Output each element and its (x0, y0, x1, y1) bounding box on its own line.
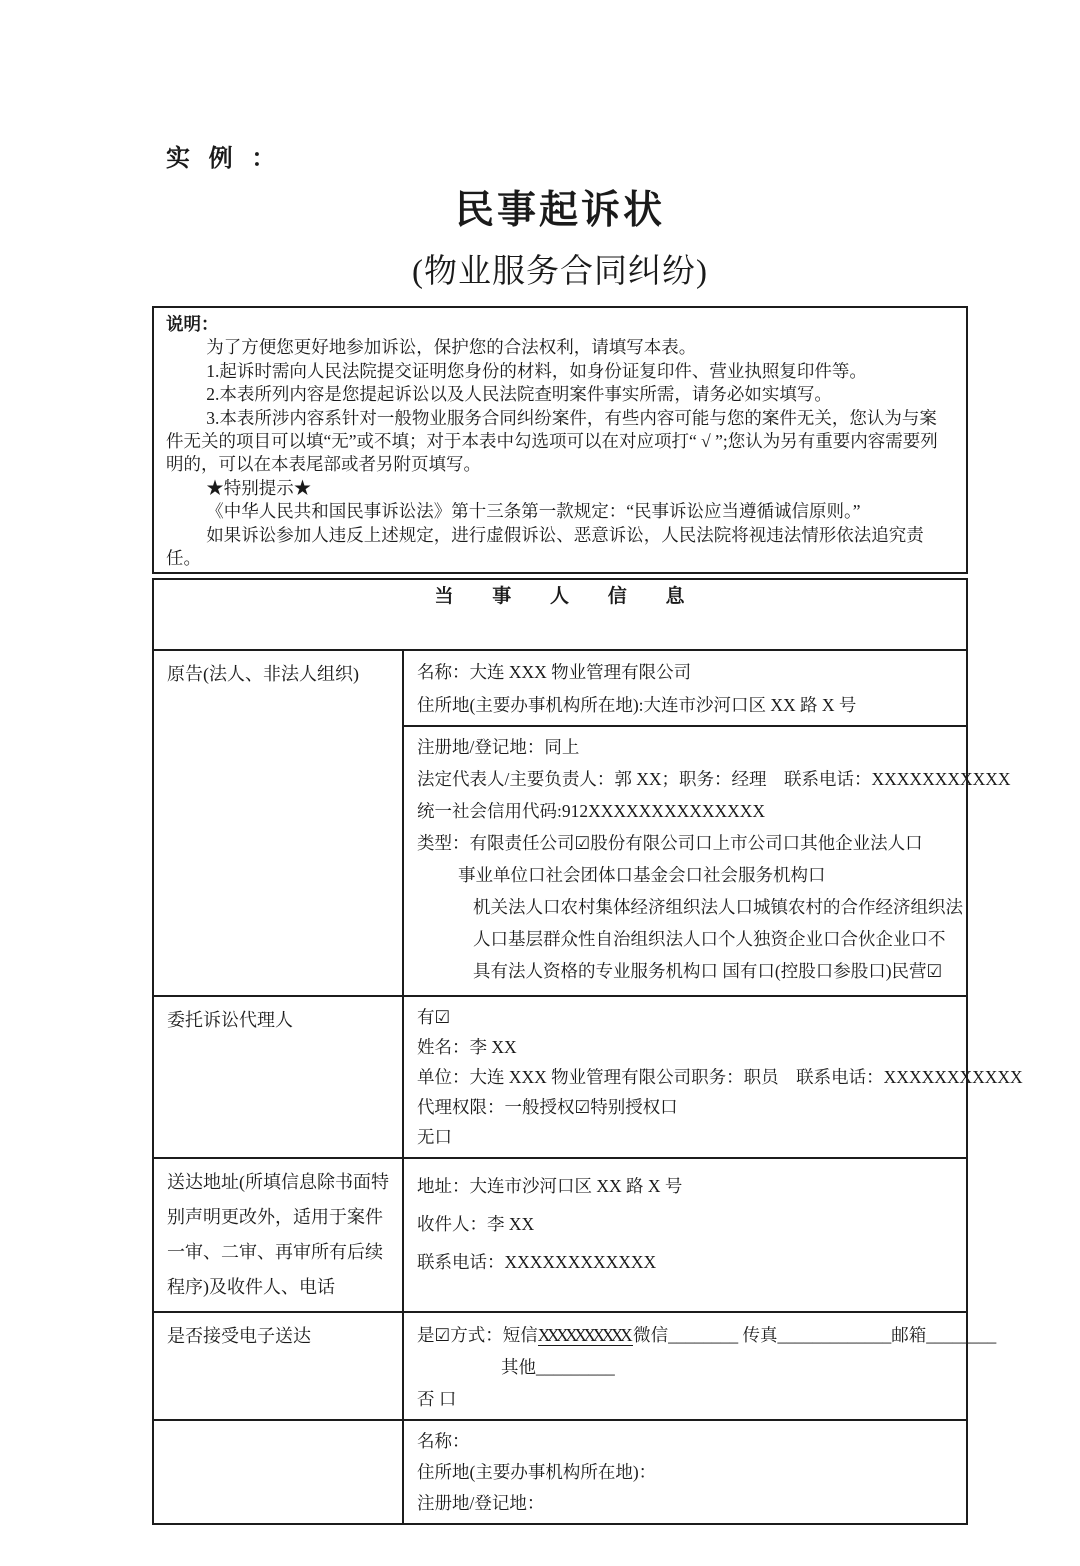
electronic-yes-prefix: 是☑方式：短信 (417, 1325, 538, 1345)
plaintiff-type-line-5: 具有法人资格的专业服务机构口 国有口(控股口参股口)民营☑ (473, 961, 943, 981)
agent-row (153, 996, 967, 1158)
plaintiff-detail-block (404, 727, 1011, 995)
electronic-service-label: 是否接受电子送达 (153, 1312, 403, 1420)
delivery-content (403, 1158, 967, 1312)
delivery-phone-line: 联系电话：XXXXXXXXXXXX (417, 1252, 657, 1272)
instructions-intro: 为了方便您更好地参加诉讼，保护您的合法权利，请填写本表。 (206, 337, 697, 358)
plaintiff-type-line-4: 人口基层群众性自治组织法人口个人独资企业口合伙企业口不 (473, 929, 946, 949)
agent-authority-line: 代理权限：一般授权☑特别授权口 (417, 1097, 678, 1117)
delivery-row (153, 1158, 967, 1312)
electronic-no-line: 否 口 (417, 1389, 457, 1409)
plaintiff-label: 原告(法人、非法人组织) (153, 650, 403, 996)
plaintiff-row (153, 650, 967, 996)
document-page (152, 0, 1023, 1525)
delivery-address-line: 地址：大连市沙河口区 XX 路 X 号 (417, 1176, 683, 1196)
document-subtitle: (物业服务合同纠纷) (412, 254, 708, 290)
electronic-yes-line (417, 1319, 997, 1351)
agent-has-checkbox-line: 有☑ (417, 1007, 451, 1027)
delivery-label: 送达地址(所填信息除书面特别声明更改外，适用于案件一审、二审、再审所有后续程序)及收件人、电话 (153, 1158, 403, 1312)
electronic-other-line: 其他_________ (501, 1357, 615, 1377)
document-title: 民事起诉状 (454, 189, 665, 232)
party-info-table (152, 578, 1023, 1525)
agent-none-checkbox-line: 无口 (417, 1127, 452, 1147)
instructions-heading: 说明： (166, 314, 219, 334)
electronic-service-content (403, 1312, 997, 1420)
plaintiff-type-line-3: 机关法人口农村集体经济组织法人口城镇农村的合作经济组织法 (473, 897, 963, 917)
defendant-row (153, 1420, 967, 1524)
electronic-sms-value: XXXXXXXXXX (538, 1325, 633, 1346)
instructions-box (152, 306, 968, 574)
instructions-item-3: 3.本表所涉内容系针对一般物业服务合同纠纷案件，有些内容可能与您的案件无关，您认为与案件无关的项目可以填“无”或不填；对于本表中勾选项可以在对应项打“ √ ”;您认为另有重要内容需要列明的，可以在本表尾部或者另附页填写。 (166, 407, 938, 475)
agent-name-line: 姓名：李 XX (417, 1037, 517, 1057)
plaintiff-address-line: 住所地(主要办事机构所在地):大连市沙河口区 XX 路 X 号 (417, 695, 857, 715)
electronic-channels-rest: 微信________ 传真_____________邮箱________ (633, 1325, 997, 1345)
plaintiff-content (403, 650, 1011, 996)
defendant-content (403, 1420, 967, 1524)
plaintiff-identity-block (404, 651, 966, 727)
defendant-address-line: 住所地(主要办事机构所在地)： (417, 1462, 657, 1482)
plaintiff-credit-code-line: 统一社会信用代码:912XXXXXXXXXXXXXX (417, 801, 766, 821)
example-label: 实 例 ： (166, 145, 282, 172)
defendant-name-line: 名称： (417, 1431, 470, 1451)
warning-text: 如果诉讼参加人违反上述规定，进行虚假诉讼、恶意诉讼，人民法院将视违法情形依法追究责任。 (166, 524, 924, 569)
agent-unit-line: 单位：大连 XXX 物业管理有限公司职务：职员 联系电话：XXXXXXXXXXX (417, 1067, 1023, 1087)
agent-label: 委托诉讼代理人 (153, 996, 403, 1158)
law-quote: 《中华人民共和国民事诉讼法》第十三条第一款规定：“民事诉讼应当遵循诚信原则。” (206, 501, 861, 522)
electronic-service-row (153, 1312, 967, 1420)
plaintiff-registration-line: 注册地/登记地：同上 (417, 737, 580, 757)
section-header-row (153, 579, 967, 650)
plaintiff-name-line: 名称：大连 XXX 物业管理有限公司 (417, 662, 692, 682)
delivery-recipient-line: 收件人：李 XX (417, 1214, 535, 1234)
section-title: 当 事 人 信 息 (153, 579, 967, 650)
plaintiff-type-line-2: 事业单位口社会团体口基金会口社会服务机构口 (458, 865, 826, 885)
defendant-registration-line: 注册地/登记地： (417, 1493, 545, 1513)
plaintiff-type-line-1: 类型：有限责任公司☑股份有限公司口上市公司口其他企业法人口 (417, 833, 923, 853)
instructions-item-1: 1.起诉时需向人民法院提交证明您身份的材料，如身份证复印件、营业执照复印件等。 (206, 360, 867, 381)
instructions-item-2: 2.本表所列内容是您提起诉讼以及人民法院查明案件事实所需，请务必如实填写。 (206, 384, 832, 405)
agent-content (403, 996, 1023, 1158)
special-tip-heading: ★特别提示★ (206, 477, 312, 498)
plaintiff-representative-line: 法定代表人/主要负责人：郭 XX；职务：经理 联系电话：XXXXXXXXXXX (417, 769, 1011, 789)
defendant-label-empty (153, 1420, 403, 1524)
